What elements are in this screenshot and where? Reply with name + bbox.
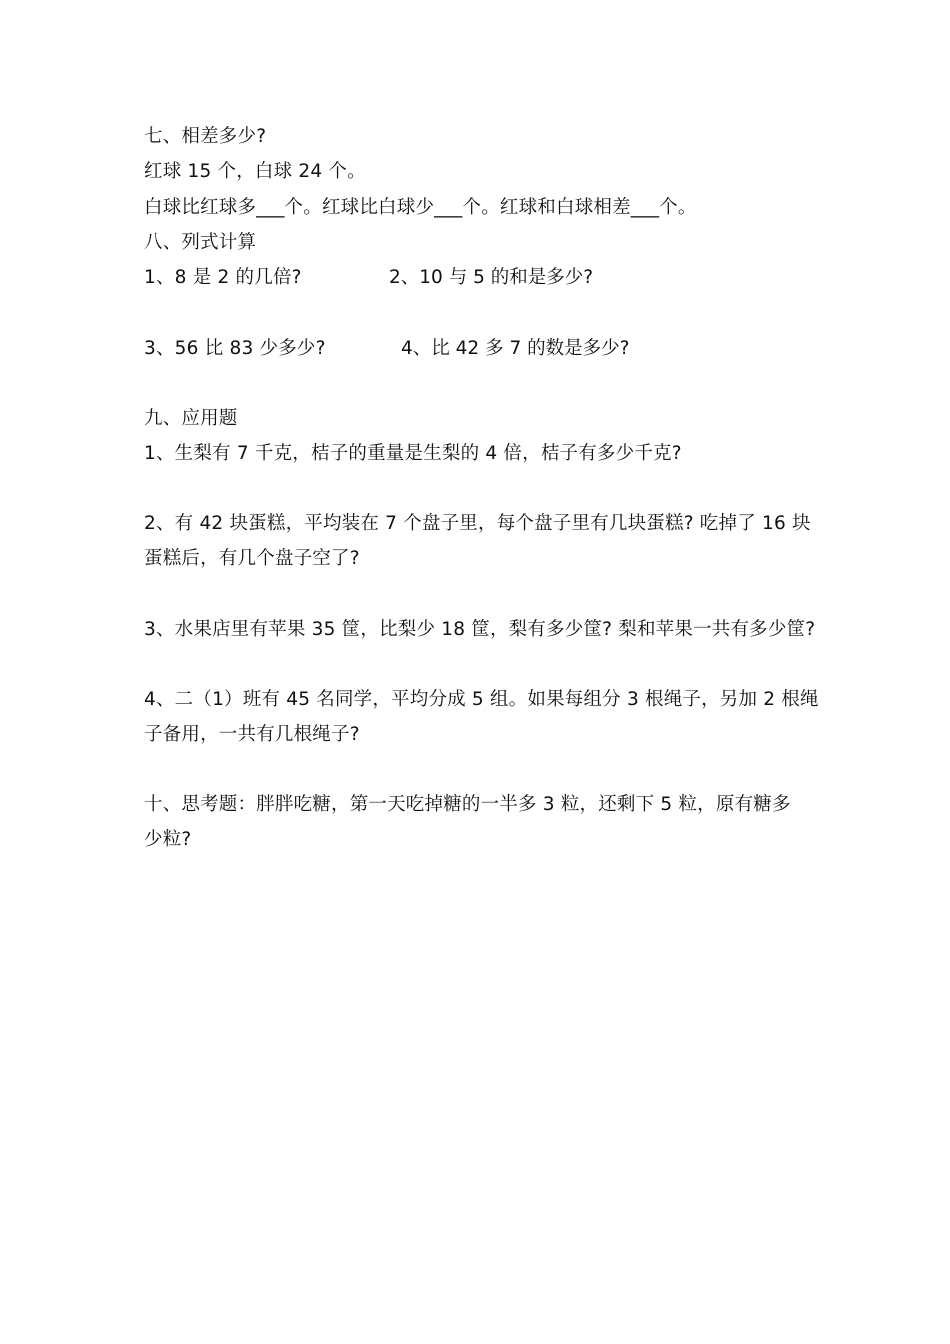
section7-given: 红球 15 个，白球 24 个。 bbox=[144, 161, 366, 182]
section7-title: 七、相差多少? bbox=[144, 126, 267, 147]
section8-q3: 3、56 比 83 少多少? bbox=[144, 338, 326, 359]
section9-q4-line1: 4、二（1）班有 45 名同学，平均分成 5 组。如果每组分 3 根绳子，另加 2 根绳 bbox=[144, 689, 819, 710]
section9-q4-line2: 子备用，一共有几根绳子? bbox=[144, 724, 360, 745]
section9-q2-line2: 蛋糕后，有几个盘子空了? bbox=[144, 548, 360, 569]
section9-q1: 1、生梨有 7 千克，桔子的重量是生梨的 4 倍，桔子有多少千克? bbox=[144, 443, 682, 464]
section7-question: 白球比红球多___个。红球比白球少___个。红球和白球相差___个。 bbox=[144, 197, 697, 218]
section8-title: 八、列式计算 bbox=[144, 232, 257, 253]
section9-q2-line1: 2、有 42 块蛋糕，平均装在 7 个盘子里，每个盘子里有几块蛋糕? 吃掉了 16 块 bbox=[144, 513, 811, 534]
section8-q1: 1、8 是 2 的几倍? bbox=[144, 267, 302, 288]
section8-q4: 4、比 42 多 7 的数是多少? bbox=[401, 338, 630, 359]
section9-q3: 3、水果店里有苹果 35 筐，比梨少 18 筐，梨有多少筐? 梨和苹果一共有多少筐? bbox=[144, 619, 816, 640]
section9-title: 九、应用题 bbox=[144, 408, 238, 429]
section10-line1: 十、思考题：胖胖吃糖，第一天吃掉糖的一半多 3 粒，还剩下 5 粒，原有糖多 bbox=[144, 794, 791, 815]
section10-line2: 少粒? bbox=[144, 829, 192, 850]
section8-q2: 2、10 与 5 的和是多少? bbox=[389, 267, 594, 288]
